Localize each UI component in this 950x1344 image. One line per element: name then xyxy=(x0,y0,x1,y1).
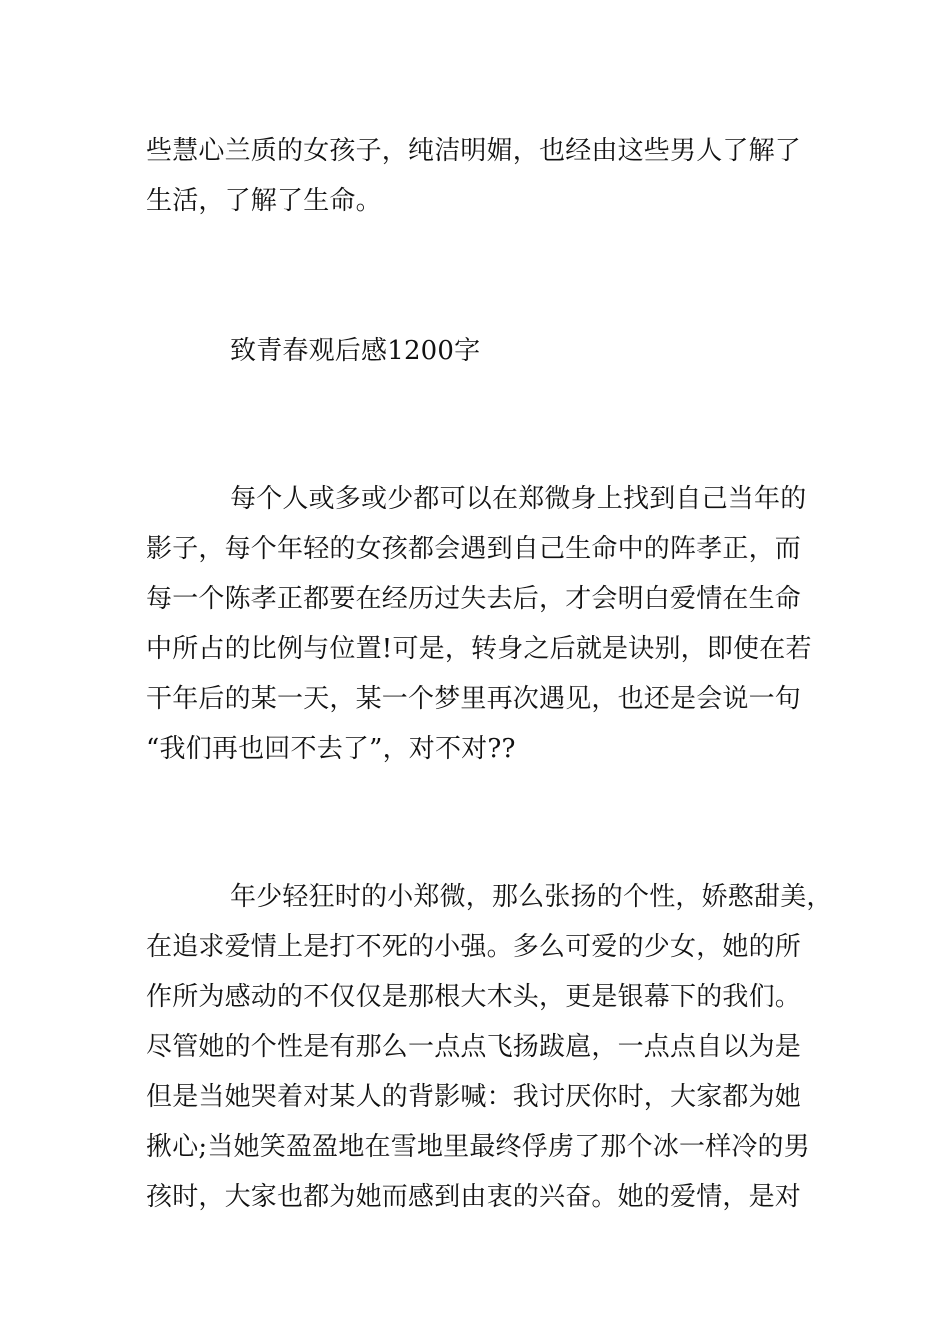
paragraph-3-line-3: 作所为感动的不仅仅是那根大木头，更是银幕下的我们。 xyxy=(146,982,802,1012)
paragraph-2-line-1: 每个人或多或少都可以在郑微身上找到自己当年的 xyxy=(230,484,807,514)
paragraph-3-line-4: 尽管她的个性是有那么一点点飞扬跋扈，一点点自以为是 xyxy=(146,1032,802,1062)
paragraph-2-line-2: 影子，每个年轻的女孩都会遇到自己生命中的阵孝正，而 xyxy=(146,534,802,564)
paragraph-3-line-5: 但是当她哭着对某人的背影喊：我讨厌你时，大家都为她 xyxy=(146,1082,802,1112)
paragraph-3-line-2: 在追求爱情上是打不死的小强。多么可爱的少女，她的所 xyxy=(146,932,802,962)
paragraph-1-line-2: 生活，了解了生命。 xyxy=(146,186,382,216)
paragraph-2-line-5: 干年后的某一天，某一个梦里再次遇见，也还是会说一句 xyxy=(146,684,802,714)
paragraph-3-line-7: 孩时，大家也都为她而感到由衷的兴奋。她的爱情，是对 xyxy=(146,1182,802,1212)
paragraph-3-line-1: 年少轻狂时的小郑微，那么张扬的个性，娇憨甜美， xyxy=(230,882,833,912)
paragraph-1-line-1: 些慧心兰质的女孩子，纯洁明媚，也经由这些男人了解了 xyxy=(146,136,802,166)
paragraph-3-line-6: 揪心;当她笑盈盈地在雪地里最终俘虏了那个冰一样冷的男 xyxy=(146,1132,810,1162)
paragraph-2-line-4: 中所占的比例与位置!可是，转身之后就是诀别，即使在若 xyxy=(146,634,812,664)
section-heading: 致青春观后感1200字 xyxy=(230,336,481,366)
paragraph-2-line-3: 每一个陈孝正都要在经历过失去后，才会明白爱情在生命 xyxy=(146,584,802,614)
paragraph-2-line-6: “我们再也回不去了”，对不对?? xyxy=(146,734,516,764)
